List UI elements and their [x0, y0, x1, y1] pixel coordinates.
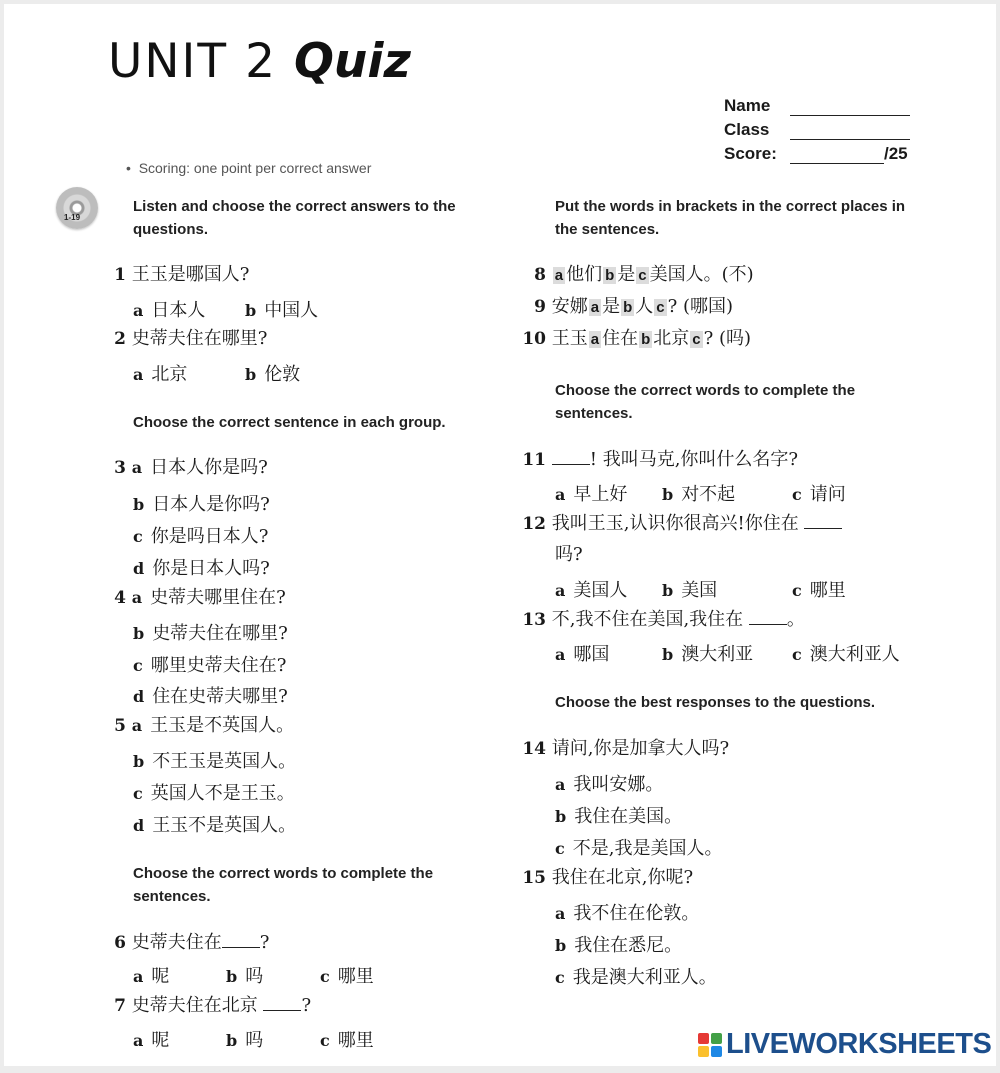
instruction-listen: Listen and choose the correct answers to the questions.: [133, 198, 456, 238]
q3-a-text: 日本人你是吗?: [150, 457, 268, 478]
logo-block-yellow: [698, 1046, 709, 1057]
q10-part1: 王玉: [551, 328, 588, 349]
q14-c-text: 不是,我是美国人。: [572, 838, 723, 859]
q13-end: 。: [786, 609, 805, 630]
q12-option-a[interactable]: [555, 576, 627, 602]
q10-marker-a[interactable]: a: [590, 331, 600, 348]
q11-b-letter: b: [662, 485, 674, 504]
q10-marker-b[interactable]: b: [641, 331, 651, 348]
q4-b-letter: b: [133, 624, 145, 643]
q5-option-a[interactable]: [108, 715, 294, 737]
q12-a-letter: a: [555, 581, 566, 600]
q4-d-text: 住在史蒂夫哪里?: [152, 686, 288, 707]
question-7: [108, 994, 311, 1017]
q5-option-d[interactable]: [133, 811, 296, 837]
instruction-choose-words-right: Choose the correct words to complete the sentences.: [555, 382, 856, 422]
q4-a-text: 史蒂夫哪里住在?: [150, 587, 286, 608]
q9-number: 9: [534, 297, 546, 317]
q12-c-text: 哪里: [809, 580, 846, 601]
q8-part2: 是: [617, 264, 636, 285]
logo-block-green: [711, 1033, 722, 1044]
audio-cd-icon[interactable]: [56, 187, 98, 229]
q3-c-text: 你是吗日本人?: [150, 526, 269, 547]
question-6: [108, 931, 269, 954]
q12-option-b[interactable]: [662, 576, 717, 602]
q5-c-text: 英国人不是王玉。: [150, 783, 295, 804]
q5-number: 5: [114, 716, 126, 736]
scoring-text: Scoring: one point per correct answer: [138, 160, 372, 176]
q12-b-letter: b: [662, 581, 674, 600]
q2-option-a[interactable]: [133, 360, 187, 386]
q4-a-letter: a: [131, 588, 143, 607]
q1-b-letter: b: [245, 301, 257, 320]
q7-a-text: 呢: [151, 1030, 170, 1051]
q7-c-text: 哪里: [337, 1030, 374, 1051]
q12-b-text: 美国: [681, 580, 718, 601]
question-15: [520, 867, 693, 889]
q3-option-a[interactable]: [108, 457, 268, 479]
q14-option-c[interactable]: [555, 834, 722, 860]
q2-a-letter: a: [133, 365, 144, 384]
title-quiz: Quiz: [293, 34, 411, 89]
q11-text: ! 我叫马克,你叫什么名字?: [589, 449, 799, 470]
q2-b-text: 伦敦: [264, 364, 301, 385]
q14-text: 请问,你是加拿大人吗?: [551, 738, 730, 759]
class-line: [790, 125, 910, 140]
q3-b-letter: b: [133, 495, 145, 514]
q13-b-letter: b: [662, 645, 674, 664]
q3-c-letter: c: [133, 527, 143, 546]
instruction-choose-sentence: Choose the correct sentence in each group.: [133, 414, 446, 431]
scoring-note: [126, 160, 371, 176]
q13-option-c[interactable]: [792, 640, 900, 666]
q8-marker-c[interactable]: c: [638, 267, 647, 284]
q3-number: 3: [114, 458, 126, 478]
q15-a-text: 我不住在伦敦。: [573, 903, 700, 924]
q12-text: 我叫王玉,认识你很高兴!你住在: [551, 513, 799, 534]
q1-a-letter: a: [133, 301, 144, 320]
q11-option-b[interactable]: [662, 480, 735, 506]
page-title: [108, 34, 411, 89]
q12-line2: 吗?: [555, 544, 583, 565]
q13-blank[interactable]: [749, 608, 787, 625]
q14-option-a[interactable]: [555, 770, 663, 796]
name-label: Name: [724, 96, 771, 115]
q10-marker-c[interactable]: c: [692, 331, 701, 348]
q3-option-b[interactable]: [133, 490, 270, 516]
q10-number: 10: [522, 329, 546, 349]
q6-a-letter: a: [133, 967, 144, 986]
q1-b-text: 中国人: [264, 300, 319, 321]
q8-marker-b[interactable]: b: [605, 267, 615, 284]
liveworksheets-logo[interactable]: [698, 1028, 991, 1061]
q2-a-text: 北京: [151, 364, 188, 385]
q11-a-letter: a: [555, 485, 566, 504]
q2-number: 2: [114, 329, 126, 349]
q6-c-letter: c: [320, 967, 330, 986]
q13-c-text: 澳大利亚人: [809, 644, 900, 665]
q6-b-text: 吗: [245, 966, 264, 987]
q14-c-letter: c: [555, 839, 565, 858]
logo-text: LIVEWORKSHEETS: [726, 1028, 992, 1060]
q14-b-text: 我住在美国。: [574, 806, 683, 827]
q1-option-b[interactable]: [245, 296, 318, 322]
q4-option-b[interactable]: [133, 619, 288, 645]
q15-option-c[interactable]: [555, 963, 717, 989]
q7-blank[interactable]: [263, 994, 301, 1011]
q6-a-text: 呢: [151, 966, 170, 987]
q6-blank[interactable]: [222, 931, 260, 948]
q11-a-text: 早上好: [573, 484, 628, 505]
q15-option-a[interactable]: [555, 899, 699, 925]
q6-option-c[interactable]: [320, 962, 374, 988]
q5-c-letter: c: [133, 784, 143, 803]
q13-option-a[interactable]: [555, 640, 609, 666]
q3-option-c[interactable]: [133, 522, 268, 548]
question-9: [520, 296, 733, 319]
q7-c-letter: c: [320, 1031, 330, 1050]
q1-a-text: 日本人: [151, 300, 206, 321]
question-12: [520, 512, 842, 535]
q7-text: 史蒂夫住在北京: [131, 995, 258, 1016]
q6-number: 6: [114, 933, 126, 953]
q15-b-letter: b: [555, 936, 567, 955]
question-8: [520, 264, 754, 287]
q7-option-b[interactable]: [226, 1026, 263, 1052]
q14-option-b[interactable]: [555, 802, 682, 828]
q15-b-text: 我住在悉尼。: [574, 935, 683, 956]
q15-c-letter: c: [555, 968, 565, 987]
q5-d-text: 王玉不是英国人。: [152, 815, 297, 836]
name-line: [790, 101, 910, 116]
logo-mark-icon: [698, 1033, 722, 1057]
q12-blank[interactable]: [804, 512, 842, 529]
q7-end: ?: [301, 995, 312, 1016]
q15-option-b[interactable]: [555, 931, 682, 957]
q4-option-a[interactable]: [108, 587, 286, 609]
q5-option-c[interactable]: [133, 779, 295, 805]
q5-b-letter: b: [133, 752, 145, 771]
instruction-choose-words-left: Choose the correct words to complete the sentences.: [133, 865, 434, 905]
q11-number: 11: [522, 450, 546, 470]
q5-a-text: 王玉是不英国人。: [150, 715, 295, 736]
q4-c-letter: c: [133, 656, 143, 675]
q13-option-b[interactable]: [662, 640, 753, 666]
q9-part4: ? (哪国): [667, 296, 734, 317]
student-info-block: [724, 92, 910, 164]
score-total: /25: [884, 144, 908, 163]
q12-a-text: 美国人: [573, 580, 628, 601]
q6-text: 史蒂夫住在: [131, 932, 222, 953]
q6-b-letter: b: [226, 967, 238, 986]
q9-marker-b[interactable]: b: [623, 299, 633, 316]
q11-option-c[interactable]: [792, 480, 846, 506]
q5-d-letter: d: [133, 816, 145, 835]
q7-b-text: 吗: [245, 1030, 264, 1051]
q7-option-a[interactable]: [133, 1026, 169, 1052]
q4-option-d[interactable]: [133, 682, 288, 708]
q12-number: 12: [522, 514, 546, 534]
question-14: [520, 738, 729, 760]
question-11: [520, 448, 798, 471]
question-2: [108, 328, 267, 350]
q7-number: 7: [114, 996, 126, 1016]
q6-option-b[interactable]: [226, 962, 263, 988]
q9-part2: 是: [602, 296, 621, 317]
class-label: Class: [724, 120, 770, 139]
question-1: [108, 264, 249, 286]
instruction-brackets: Put the words in brackets in the correct places in the sentences.: [555, 198, 906, 238]
q15-number: 15: [522, 868, 546, 888]
q8-part3: 美国人。(不): [649, 264, 754, 285]
q2-text: 史蒂夫住在哪里?: [131, 328, 268, 349]
q5-option-b[interactable]: [133, 747, 296, 773]
q10-part2: 住在: [602, 328, 639, 349]
q9-part1: 安娜: [551, 296, 588, 317]
q3-b-text: 日本人是你吗?: [152, 494, 270, 515]
q7-option-c[interactable]: [320, 1026, 374, 1052]
q3-d-text: 你是日本人吗?: [152, 558, 270, 579]
q14-number: 14: [522, 739, 546, 759]
q15-c-text: 我是澳大利亚人。: [572, 967, 717, 988]
q13-a-text: 哪国: [573, 644, 610, 665]
q15-text: 我住在北京,你呢?: [551, 867, 694, 888]
q13-b-text: 澳大利亚: [681, 644, 754, 665]
q10-part3: 北京: [653, 328, 690, 349]
q14-b-letter: b: [555, 807, 567, 826]
q13-number: 13: [522, 610, 546, 630]
instruction-best-responses: Choose the best responses to the questions.: [555, 694, 876, 711]
q11-option-a[interactable]: [555, 480, 627, 506]
q7-b-letter: b: [226, 1031, 238, 1050]
logo-block-blue: [711, 1046, 722, 1057]
q11-c-text: 请问: [809, 484, 846, 505]
q13-text: 不,我不住在美国,我住在: [551, 609, 744, 630]
q3-option-d[interactable]: [133, 554, 270, 580]
q6-option-a[interactable]: [133, 962, 169, 988]
title-unit: UNIT 2: [108, 34, 277, 89]
q11-c-letter: c: [792, 485, 802, 504]
q13-a-letter: a: [555, 645, 566, 664]
cd-track-label: 1-19: [64, 213, 81, 222]
q9-marker-a[interactable]: a: [590, 299, 600, 316]
q14-a-letter: a: [555, 775, 566, 794]
q10-part4: ? (吗): [703, 328, 752, 349]
q14-a-text: 我叫安娜。: [573, 774, 664, 795]
q4-b-text: 史蒂夫住在哪里?: [152, 623, 288, 644]
q8-marker-a[interactable]: a: [554, 267, 564, 284]
q5-b-text: 不王玉是英国人。: [152, 751, 297, 772]
q1-option-a[interactable]: [133, 296, 205, 322]
q2-option-b[interactable]: [245, 360, 300, 386]
q12-c-letter: c: [792, 581, 802, 600]
q6-end: ?: [259, 932, 270, 953]
q8-part1: 他们: [566, 264, 603, 285]
q15-a-letter: a: [555, 904, 566, 923]
q3-d-letter: d: [133, 559, 145, 578]
logo-block-red: [698, 1033, 709, 1044]
q3-a-letter: a: [131, 458, 143, 477]
q8-number: 8: [534, 265, 546, 285]
worksheet-page: [4, 4, 996, 1066]
question-13: [520, 608, 805, 631]
score-label: Score:: [724, 144, 777, 163]
q4-option-c[interactable]: [133, 651, 286, 677]
q5-a-letter: a: [131, 716, 143, 735]
q11-blank[interactable]: [552, 448, 590, 465]
q4-number: 4: [114, 588, 126, 608]
q1-text: 王玉是哪国人?: [131, 264, 250, 285]
q11-b-text: 对不起: [681, 484, 736, 505]
score-line: [790, 149, 884, 164]
q4-c-text: 哪里史蒂夫住在?: [150, 655, 287, 676]
q6-c-text: 哪里: [337, 966, 374, 987]
q7-a-letter: a: [133, 1031, 144, 1050]
q9-marker-c[interactable]: c: [656, 299, 665, 316]
question-10: [520, 328, 751, 351]
q4-d-letter: d: [133, 687, 145, 706]
q12-option-c[interactable]: [792, 576, 846, 602]
q13-c-letter: c: [792, 645, 802, 664]
scoring-bullet: •: [126, 160, 131, 176]
q1-number: 1: [114, 265, 126, 285]
q2-b-letter: b: [245, 365, 257, 384]
q9-part3: 人: [635, 296, 654, 317]
